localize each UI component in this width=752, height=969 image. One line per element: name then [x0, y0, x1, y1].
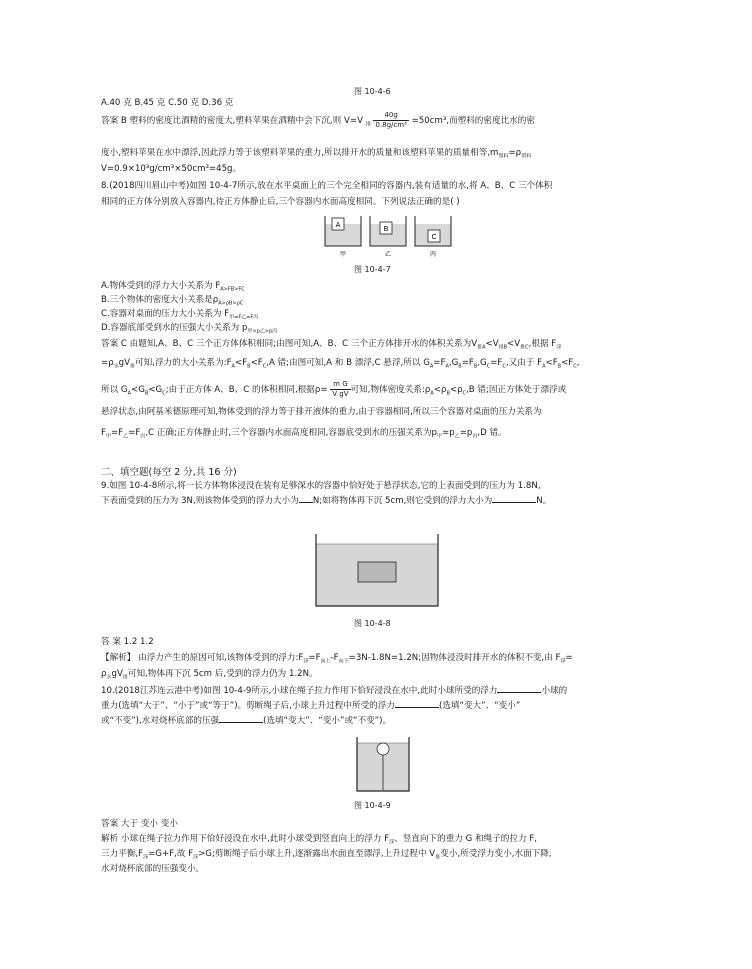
q9-exp2b: gV: [111, 669, 123, 679]
q8-ans2-f: ,A 错;由图可知,A 和 B 漂浮,C 悬浮,所以 G: [266, 358, 430, 368]
q8-frac-num: m G: [330, 380, 350, 390]
q10-sub-buoy2: 浮: [143, 854, 149, 861]
q8-ans2-h: ,G: [448, 358, 459, 368]
q8-sub-a6: A: [430, 390, 434, 397]
cup-label-yi: 乙: [384, 251, 392, 258]
q8-sub-vc: 排C: [520, 344, 529, 351]
q8-sub-buoy: 浮: [556, 344, 562, 351]
q10-sub-pai: 排: [435, 854, 441, 861]
q8-frac-den: V gV: [332, 390, 349, 398]
cup-label-bing: 丙: [429, 251, 437, 258]
q7-line2-tail: =ρ: [508, 148, 522, 158]
q8-option-b: [101, 295, 243, 310]
q7-sub-su: 塑料: [498, 153, 509, 160]
q8-sub-b1: B: [247, 363, 251, 370]
q8-ans2-b: gV: [118, 358, 131, 368]
q10-explanation-line3: 水对烧杯底部的压强变小。: [101, 864, 205, 874]
q9-blank-2[interactable]: [492, 502, 536, 503]
q8-sub-vb: 排B: [498, 344, 508, 351]
q7-answer-line1: [101, 111, 535, 131]
q9-exp1a: 【解析】 由浮力产生的原因可知,该物体受到的浮力:F: [101, 653, 304, 663]
q8-ans2-c: 可知,浮力的大小关系为:F: [135, 358, 232, 368]
q8-ans3-pre: 所以 G: [101, 385, 128, 395]
q10-stem2a: 重力(选填“大于”、“小于”或“等于”)。剪断绳子后,小球上升过程中所受的浮力: [101, 701, 395, 711]
q9-exp1e: =: [565, 653, 573, 663]
cube-label-b: B: [383, 225, 389, 233]
q8-ans1-tail2: <V: [507, 339, 521, 349]
q8-sub-a5: A: [127, 390, 132, 397]
q8-ans3-post4: ,B 错;因正方体处于漂浮或: [466, 385, 567, 395]
q8-ans3-post: 可知,物体密度关系:ρ: [350, 385, 431, 395]
q10-stem2b: (选填“变大”、“变小”: [438, 701, 521, 711]
q8-sub-yi1: 乙: [123, 433, 129, 440]
q10-stem3a: 或“不变”),水对烧杯底部的压强: [101, 716, 220, 726]
q8-sub-pai: 排: [130, 363, 136, 370]
figure-caption-10-4-8: 图 10-4-8: [354, 619, 391, 628]
q9-stem2b: N;如将物体再下沉 5cm,则它受到的浮力大小为: [312, 496, 493, 506]
q9-exp1d: =3N-1.8N=1.2N;因物体浸没时排开水的体积不变,由 F: [348, 653, 561, 663]
q8-sub-c6: C: [462, 390, 467, 397]
q10-explanation-line2: [101, 849, 552, 864]
q8-answer-line2: [101, 358, 579, 373]
q8-ans5-a: =F: [110, 428, 124, 438]
ball: [377, 743, 389, 755]
q10-answer: 答案 大于 变小 变小: [101, 819, 178, 829]
q8-sub-b6: B: [446, 390, 450, 397]
q9-stem2a: 下表面受到的压力为 3N,则该物体受到的浮力大小为: [101, 496, 299, 506]
q8-sub-b5: B: [144, 390, 149, 397]
q7-answer-post: =50cm³,而塑料的密度比水的密: [411, 116, 535, 126]
q8-option-c-text: C.容器对桌面的压力大小关系为 F: [101, 309, 230, 319]
q8-ans1-tail3: ,根据 F: [528, 339, 557, 349]
q8-answer-line1: [101, 339, 561, 354]
q8-answer-line4: 悬浮状态,由阿基米德原理可知,物体受到的浮力等于排开液体的重力,由于容器相同,所以三个容器对桌面的压力关系为: [101, 407, 542, 417]
q8-option-b-text: B.三个物体的密度大小关系是ρ: [101, 295, 219, 305]
q8-sub-a4: A: [542, 363, 546, 370]
q8-sub-c1: C: [262, 363, 267, 370]
q8-ans2-k: =F: [490, 358, 503, 368]
q9-exp2a: ρ: [101, 669, 107, 679]
q8-option-a-text: A.物体受到的浮力大小关系为 F: [101, 281, 221, 291]
q8-ans2: =ρ: [101, 358, 114, 368]
q8-ans2-j: ,G: [477, 358, 487, 368]
q8-option-a: [101, 281, 245, 296]
q8-sub-c5: C: [162, 390, 166, 397]
q8-ans2-m: <F: [545, 358, 558, 368]
q8-ans5-f: ,D 错。: [477, 428, 507, 438]
q9-exp1b: =F: [308, 653, 321, 663]
q8-sub-b3: B: [473, 363, 478, 370]
q8-sub-va: 排A: [477, 344, 486, 351]
q10-stem-line2: [101, 701, 520, 712]
q8-ans5-c: ,C 正确;正方体静止时,三个容器内水面高度相同,容器底受到水的压强关系为p: [145, 428, 437, 438]
q8-sub-bing2: 丙: [472, 433, 478, 440]
q7-sub-pai: 排: [365, 121, 371, 128]
q7-options: A.40 克 B.45 克 C.50 克 D.36 克: [101, 98, 234, 108]
q9-explanation-line2: [101, 669, 318, 684]
q8-ans2-n: <F: [561, 358, 574, 368]
cup-jia: [325, 216, 361, 246]
q10-explanation-line1: [101, 834, 537, 849]
q7-sub-su2: 塑料: [521, 153, 532, 160]
q8-option-a-tail: A>FB>FC: [220, 286, 245, 293]
q9-sub-buoy2: 浮: [560, 658, 566, 665]
q8-ans5-b: =F: [128, 428, 141, 438]
q8-ans3-b: <G: [148, 385, 163, 395]
q8-sub-c2: C: [486, 363, 491, 370]
q8-ans5-e: =p: [459, 428, 473, 438]
q10-sub-buoy3: 浮: [193, 854, 199, 861]
q8-ans5-d: =p: [442, 428, 455, 438]
q9-sub-up: 向上: [320, 658, 331, 665]
q8-sub-jia1: 甲: [105, 433, 111, 440]
q10-blank-1[interactable]: [497, 692, 541, 693]
q10-stem1b: 小球的: [541, 686, 568, 696]
cube-label-c: C: [431, 233, 437, 241]
q8-ans3-a: <G: [131, 385, 145, 395]
q8-sub-a2: A: [429, 363, 434, 370]
q9-sub-buoy1: 浮: [303, 658, 309, 665]
figure-caption-10-4-9: 图 10-4-9: [354, 801, 391, 810]
cup-bing: [415, 216, 451, 246]
q8-stem-line2: 相同的正方体分别放入容器内,待正方体静止后,三个容器内水面高度相同。下列说法正确的是( ): [101, 197, 460, 207]
q8-ans5-pre: F: [101, 428, 106, 438]
q8-sub-a1: A: [231, 363, 235, 370]
cup-yi: [370, 216, 406, 246]
q10-blank-3[interactable]: [219, 722, 263, 723]
q9-sub-pai: 排: [122, 674, 128, 681]
q8-ans2-d: <F: [234, 358, 248, 368]
q10-exp2a: 三力平衡,F: [101, 849, 144, 859]
q10-sub-buoy1: 浮: [389, 839, 395, 846]
cube-label-a: A: [335, 221, 341, 229]
q8-ans3-c: ;由于正方体 A、B、C 的体积相同,根据ρ=: [165, 385, 328, 395]
q10-stem3b: (选填“变大”、“变小”或“不变”)。: [263, 716, 392, 726]
q8-sub-a3: A: [445, 363, 449, 370]
q8-ans3-post2: <ρ: [433, 385, 447, 395]
q8-ans2-o: ,: [576, 358, 580, 368]
q8-sub-c3: C: [502, 363, 506, 370]
q8-ans1: 答案 C 由题知,A、B、C 三个正方体体积相同;由图可知,A、B、C 三个正方体排开水的体积关系为V: [101, 339, 478, 349]
q8-option-d-tail: 甲>p乙>p丙: [247, 328, 278, 335]
q8-ans2-e: <F: [250, 358, 263, 368]
q10-exp2c: >G;剪断绳子后小球上升,逐渐露出水面直至漂浮,上升过程中 V: [198, 849, 436, 859]
figure-10-4-8: [310, 532, 444, 610]
q8-option-c-tail: 甲=F乙=F丙: [229, 314, 259, 321]
q9-sub-shui: 水: [106, 674, 112, 681]
q8-sub-shui: 水: [113, 363, 119, 370]
q8-option-d-text: D.容器底部受到水的压强大小关系为 p: [101, 323, 248, 333]
q9-sub-down: 向下: [338, 658, 349, 665]
q7-answer-pre: 答案 B 塑料的密度比酒精的密度大,塑料苹果在酒精中会下沉,则 V=V: [101, 116, 363, 126]
q7-frac-num: 40g: [373, 111, 408, 121]
q7-frac-den: 0.8g/cm³: [375, 121, 407, 129]
q8-sub-bing1: 丙: [140, 433, 146, 440]
q8-sub-jia2: 甲: [437, 433, 443, 440]
figure-caption-10-4-6: 图 10-4-6: [354, 87, 391, 96]
q10-stem1a: 10.(2018江苏连云港中考)如图 10-4-9所示,小球在绳子拉力作用下恰好浸没在水中,此时小球所受的浮力: [101, 686, 498, 696]
q8-option-b-tail: A>ρB>ρC: [218, 300, 244, 307]
q8-sub-yi2: 乙: [454, 433, 460, 440]
q8-answer-line3: [101, 380, 566, 400]
q8-ans1-tail: <V: [485, 339, 499, 349]
q10-stem-line1: [101, 686, 567, 697]
q8-ans2-i: =F: [461, 358, 474, 368]
q8-ans2-g: =F: [433, 358, 446, 368]
q8-option-c: [101, 309, 258, 324]
q8-option-d: [101, 323, 277, 338]
q7-answer-line3: V=0.9×10³g/cm³×50cm³=45g。: [101, 164, 242, 174]
q8-stem-line1: 8.(2018四川眉山中考)如图 10-4-7所示,放在水平桌面上的三个完全相同的容器内,装有适量的水,将 A、B、C 三个体积: [101, 181, 553, 191]
q10-blank-2[interactable]: [395, 707, 439, 708]
q9-stem-line1: 9.如图 10-4-8所示,将一长方体物体浸没在装有足够深水的容器中恰好处于悬浮状态,它的上表面受到的压力为 1.8N,: [101, 481, 541, 491]
q10-stem-line3: [101, 716, 391, 727]
q9-explanation-line1: [101, 653, 573, 668]
q10-exp2d: 变小,所受浮力变小,水面下降,: [440, 849, 552, 859]
figure-caption-10-4-7: 图 10-4-7: [354, 265, 391, 274]
q10-exp2b: =G+F,故 F: [148, 849, 194, 859]
q9-blank-1[interactable]: [299, 502, 313, 503]
q8-ans2-l: ,又由于 F: [505, 358, 543, 368]
q9-exp2c: 可知,物体再下沉 5cm 后,受到的浮力仍为 1.2N。: [127, 669, 318, 679]
q9-stem-line2: [101, 496, 551, 507]
figure-10-4-9: [353, 735, 413, 795]
q8-sub-c4: C: [573, 363, 577, 370]
submerged-block: [358, 562, 396, 582]
q10-exp1b: 、竖直向下的重力 G 和绳子的拉力 F,: [394, 834, 537, 844]
q9-stem2c: N。: [536, 496, 552, 506]
q7-fraction: [373, 111, 408, 130]
q8-sub-b4: B: [557, 363, 562, 370]
q7-answer-line2: [101, 148, 531, 163]
q10-exp1: 解析 小球在绳子拉力作用下恰好浸没在水中,此时小球受到竖直向上的浮力 F: [101, 834, 390, 844]
figure-10-4-7: [323, 214, 453, 258]
q8-density-fraction: [330, 380, 350, 399]
q9-answer: 答 案 1.2 1.2: [101, 637, 154, 647]
section-title-fill-in: 二、填空题(每空 2 分,共 16 分): [101, 467, 237, 478]
q8-sub-b2: B: [458, 363, 462, 370]
q7-line2-text: 度小,塑料苹果在水中漂浮,因此浮力等于该塑料苹果的重力,所以排开水的质量和该塑料苹果的质量相等,m: [101, 148, 499, 158]
q9-exp1c: -F: [330, 653, 339, 663]
q8-answer-line5: [101, 428, 507, 443]
cup-label-jia: 甲: [339, 251, 347, 258]
q8-ans3-post3: <ρ: [449, 385, 463, 395]
